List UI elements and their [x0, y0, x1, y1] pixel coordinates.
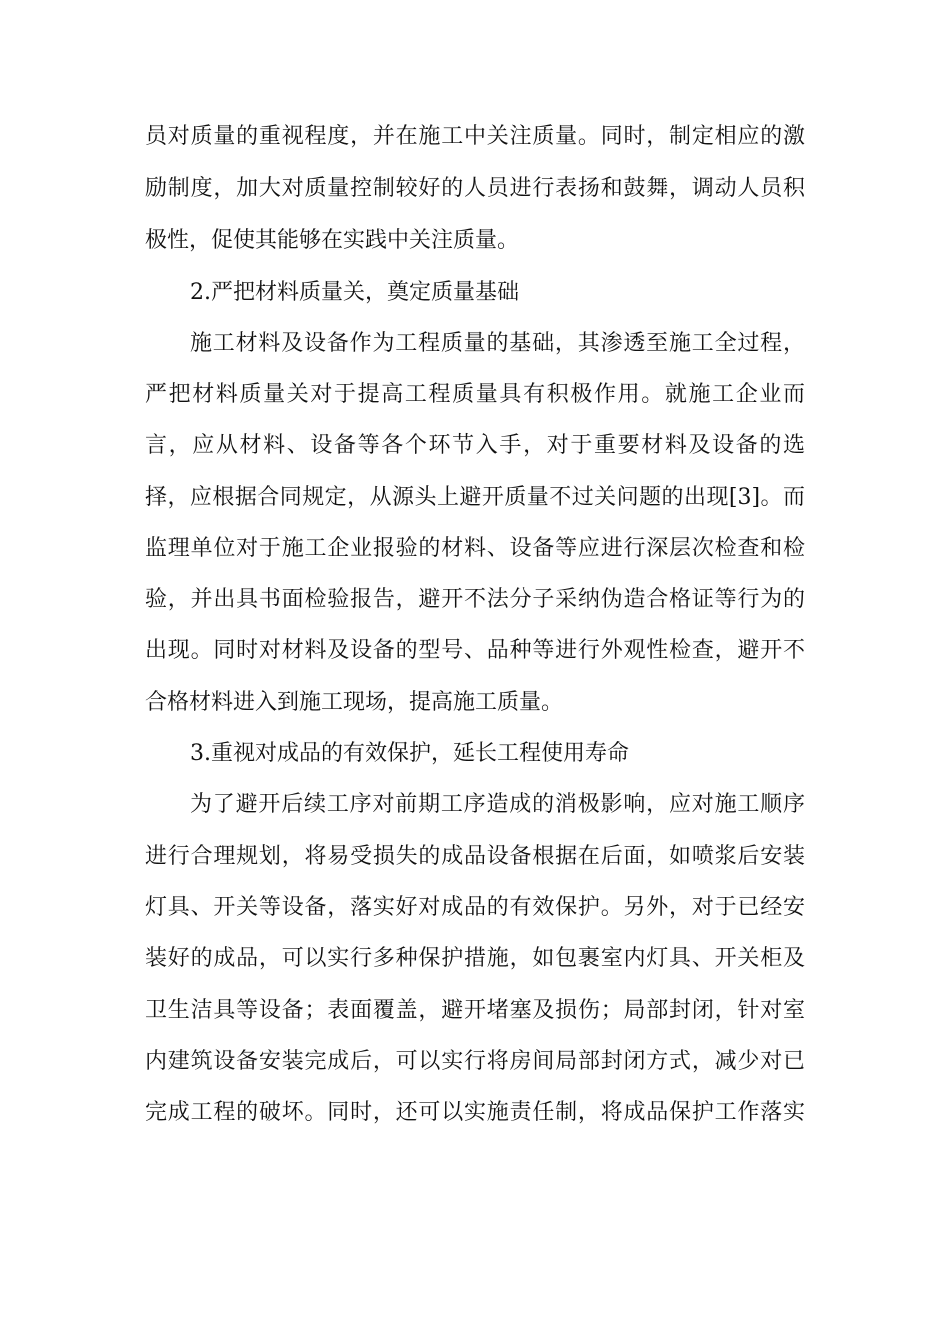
body-text-line: 完成工程的破坏。同时，还可以实施责任制，将成品保护工作落实	[145, 1100, 805, 1125]
body-text-line: 择，应根据合同规定，从源头上避开质量不过关问题的出现[3]。而	[145, 485, 805, 510]
body-text-line: 励制度，加大对质量控制较好的人员进行表扬和鼓舞，调动人员积	[145, 176, 805, 201]
body-text-line: 灯具、开关等设备，落实好对成品的有效保护。另外，对于已经安	[145, 895, 805, 920]
body-text-line: 内建筑设备安装完成后，可以实行将房间局部封闭方式，减少对已	[145, 1049, 805, 1074]
body-text-line: 为了避开后续工序对前期工序造成的消极影响，应对施工顺序	[190, 792, 805, 817]
body-text-line: 监理单位对于施工企业报验的材料、设备等应进行深层次检查和检	[145, 536, 805, 561]
body-text-line: 合格材料进入到施工现场，提高施工质量。	[145, 690, 564, 715]
body-text-line: 出现。同时对材料及设备的型号、品种等进行外观性检查，避开不	[145, 638, 805, 663]
body-text-line: 严把材料质量关对于提高工程质量具有积极作用。就施工企业而	[145, 382, 805, 407]
body-text-line: 极性，促使其能够在实践中关注质量。	[145, 228, 520, 253]
body-text-line: 卫生洁具等设备；表面覆盖，避开堵塞及损伤；局部封闭，针对室	[145, 998, 805, 1023]
section-heading: 2.严把材料质量关，奠定质量基础	[190, 280, 519, 305]
body-text-line: 员对质量的重视程度，并在施工中关注质量。同时，制定相应的激	[145, 124, 805, 149]
body-text-line: 言，应从材料、设备等各个环节入手，对于重要材料及设备的选	[145, 433, 805, 458]
body-text-line: 施工材料及设备作为工程质量的基础，其渗透至施工全过程，	[190, 331, 805, 356]
body-text-line: 验，并出具书面检验报告，避开不法分子采纳伪造合格证等行为的	[145, 587, 805, 612]
section-heading: 3.重视对成品的有效保护，延长工程使用寿命	[190, 741, 629, 766]
body-text-line: 装好的成品，可以实行多种保护措施，如包裹室内灯具、开关柜及	[145, 946, 805, 971]
body-text-line: 进行合理规划，将易受损失的成品设备根据在后面，如喷浆后安装	[145, 844, 805, 869]
